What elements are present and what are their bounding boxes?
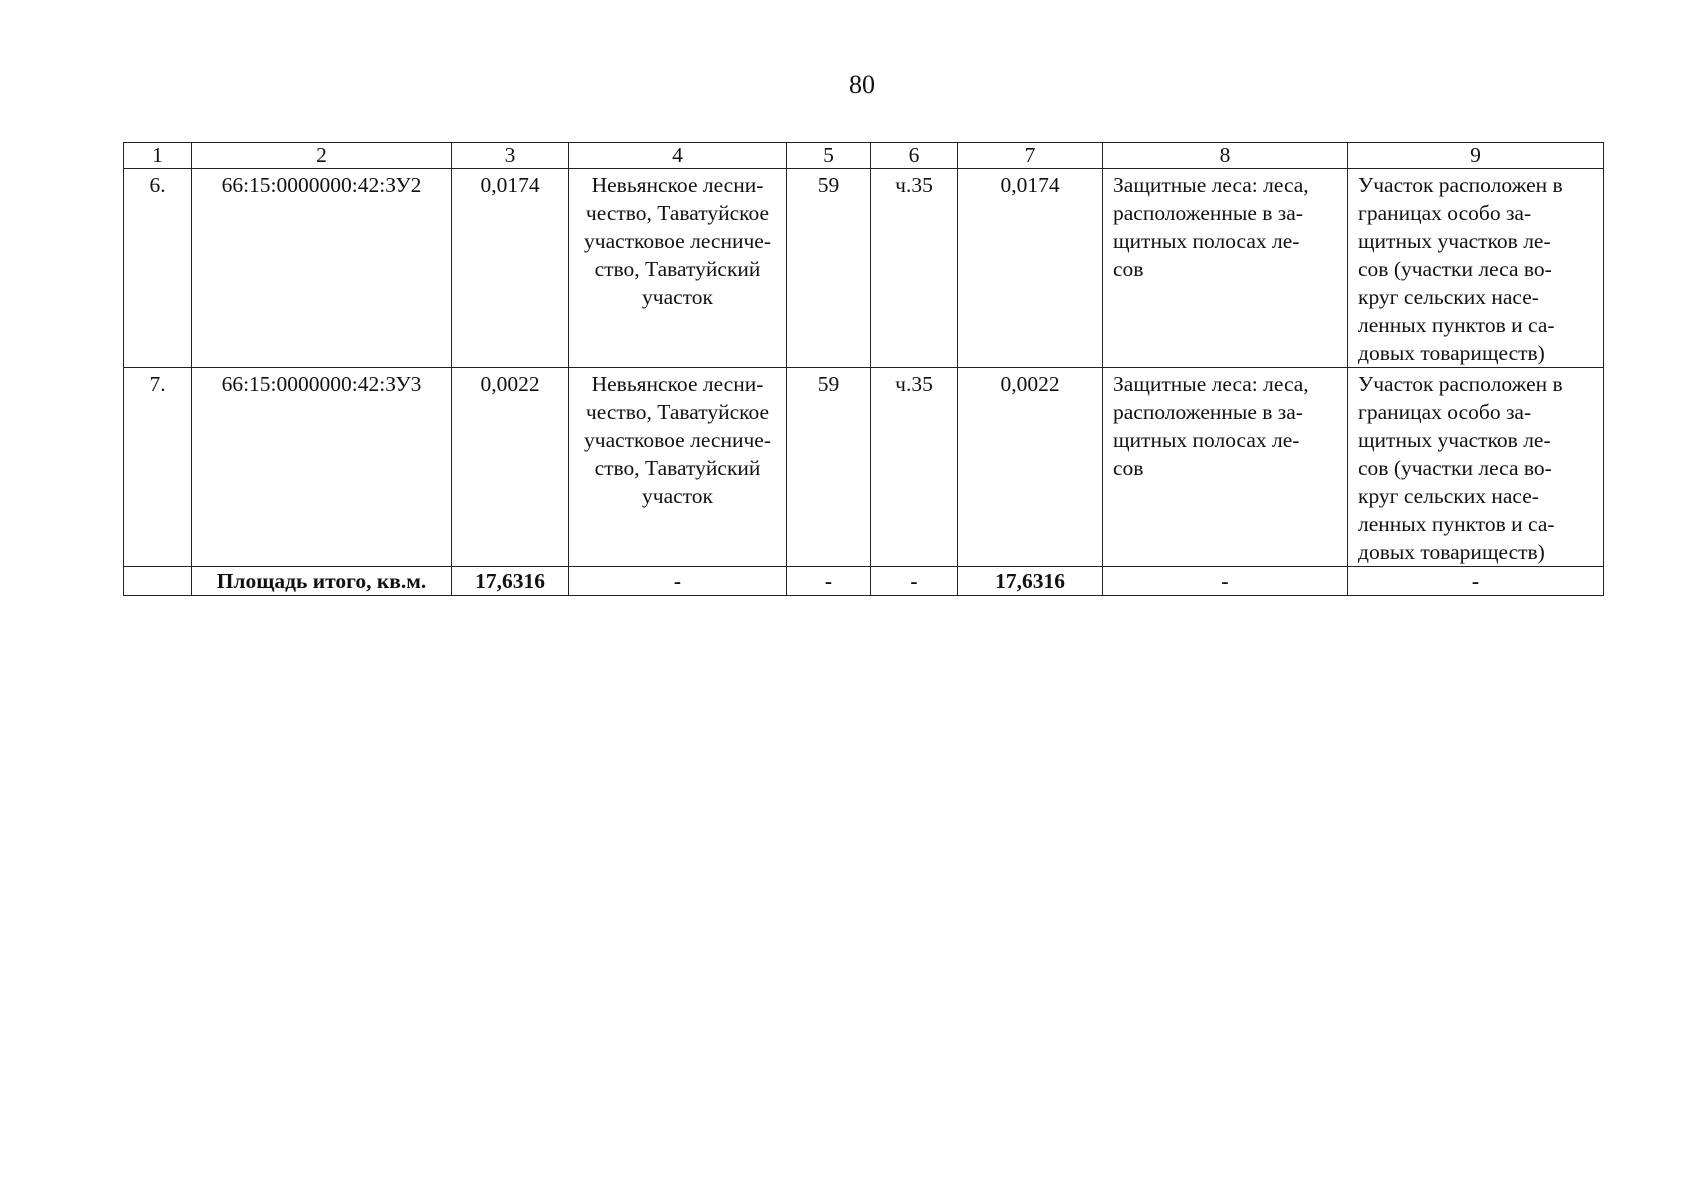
forestry-location: Невьянское лесни- чество, Таватуйское участковое лесниче- ство, Таватуйский участок bbox=[569, 368, 787, 567]
header-cell-4: 4 bbox=[569, 143, 787, 169]
plot-area: 0,0022 bbox=[452, 368, 569, 567]
row-number: 7. bbox=[124, 368, 192, 567]
page-number: 80 bbox=[849, 70, 875, 99]
total-area-sum: 17,6316 bbox=[958, 567, 1103, 596]
header-cell-7: 7 bbox=[958, 143, 1103, 169]
total-area: 17,6316 bbox=[452, 567, 569, 596]
header-cell-5: 5 bbox=[787, 143, 871, 169]
quarter-number: 59 bbox=[787, 368, 871, 567]
table-header-row bbox=[124, 143, 1604, 169]
table-row bbox=[124, 368, 1604, 567]
row-number: 6. bbox=[124, 169, 192, 368]
cadastral-number: 66:15:0000000:42:ЗУ2 bbox=[192, 169, 452, 368]
land-plots-table bbox=[123, 142, 1604, 596]
total-location-dash: - bbox=[569, 567, 787, 596]
total-quarter-dash: - bbox=[787, 567, 871, 596]
area-total: 0,0174 bbox=[958, 169, 1103, 368]
total-division-dash: - bbox=[871, 567, 958, 596]
table-row bbox=[124, 169, 1604, 368]
header-cell-1: 1 bbox=[124, 143, 192, 169]
quarter-number: 59 bbox=[787, 169, 871, 368]
area-total: 0,0022 bbox=[958, 368, 1103, 567]
cadastral-number: 66:15:0000000:42:ЗУ3 bbox=[192, 368, 452, 567]
forest-category: Защитные леса: леса, расположенные в за- щитных полосах ле- сов bbox=[1103, 368, 1348, 567]
total-label: Площадь итого, кв.м. bbox=[192, 567, 452, 596]
header-cell-3: 3 bbox=[452, 143, 569, 169]
table-total-row bbox=[124, 567, 1604, 596]
division-number: ч.35 bbox=[871, 368, 958, 567]
plot-note: Участок расположен в границах особо за- щитных участков ле- сов (участки леса во- круг сельских насе- ленных пунктов и са- довых товариществ) bbox=[1348, 368, 1604, 567]
total-note-dash: - bbox=[1348, 567, 1604, 596]
plot-note: Участок расположен в границах особо за- щитных участков ле- сов (участки леса во- круг сельских насе- ленных пунктов и са- довых товариществ) bbox=[1348, 169, 1604, 368]
division-number: ч.35 bbox=[871, 169, 958, 368]
forestry-location: Невьянское лесни- чество, Таватуйское участковое лесниче- ство, Таватуйский участок bbox=[569, 169, 787, 368]
header-cell-2: 2 bbox=[192, 143, 452, 169]
plot-area: 0,0174 bbox=[452, 169, 569, 368]
forest-category: Защитные леса: леса, расположенные в за- щитных полосах ле- сов bbox=[1103, 169, 1348, 368]
header-cell-8: 8 bbox=[1103, 143, 1348, 169]
total-empty-cell bbox=[124, 567, 192, 596]
header-cell-6: 6 bbox=[871, 143, 958, 169]
header-cell-9: 9 bbox=[1348, 143, 1604, 169]
total-category-dash: - bbox=[1103, 567, 1348, 596]
